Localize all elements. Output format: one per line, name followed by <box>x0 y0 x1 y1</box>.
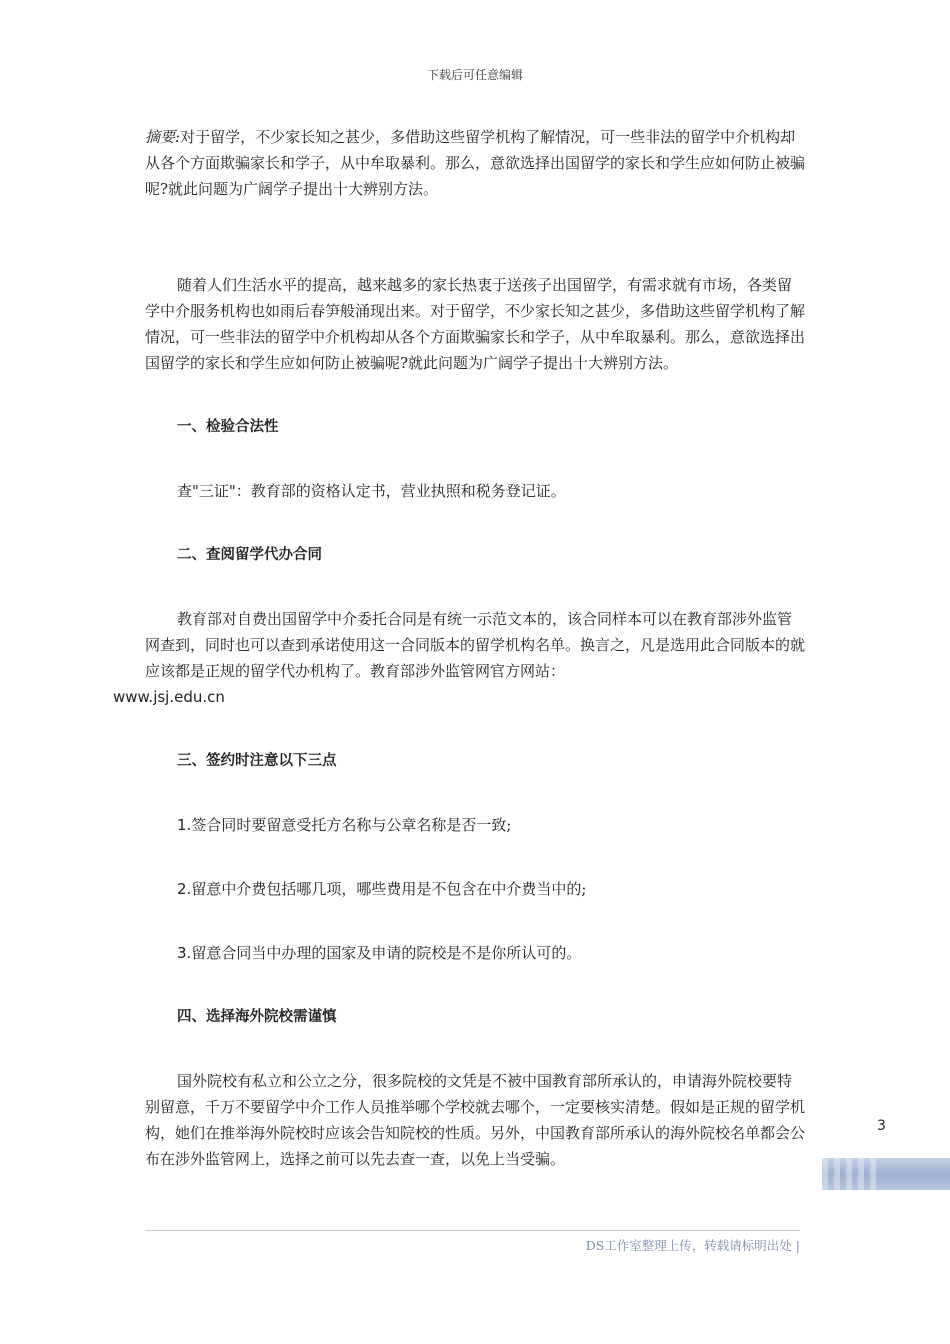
website-url: www.jsj.edu.cn <box>113 688 225 706</box>
list-item-number: 2. <box>177 880 192 898</box>
section-4-text: 国外院校有私立和公立之分，很多院校的文凭是不被中国教育部所承认的，申请海外院校要特别留意，千万不要留学中介工作人员推举哪个学校就去哪个，一定要核实清楚。假如是正规的留学机构，她们在推举海外院校时应该会告知院校的性质。另外，中国教育部所承认的海外院校名单都会公布在涉外监管网上，选择之前可以先去查一查，以免上当受骗。 <box>145 1072 806 1168</box>
list-item <box>145 940 805 966</box>
abstract-label: 摘要: <box>145 128 181 146</box>
list-item <box>145 812 805 838</box>
list-item-text: 留意合同当中办理的国家及申请的院校是不是你所认可的。 <box>191 944 582 962</box>
section-3-heading: 三、签约时注意以下三点 <box>177 753 337 769</box>
abstract <box>145 124 805 202</box>
section-4-heading: 四、选择海外院校需谨慎 <box>177 1009 337 1025</box>
intro-paragraph: 随着人们生活水平的提高，越来越多的家长热衷于送孩子出国留学，有需求就有市场，各类留学中介服务机构也如雨后春笋般涌现出来。对于留学，不少家长知之甚少，多借助这些留学机构了解情况，可一些非法的留学中介机构却从各个方面欺骗家长和学子，从中牟取暴利。那么，意欲选择出国留学的家长和学生应如何防止被骗呢?就此问题为广阔学子提出十大辨别方法。 <box>145 276 806 372</box>
list-item-text: 留意中介费包括哪几项，哪些费用是不包含在中介费当中的; <box>191 880 587 898</box>
page-tab-decoration <box>822 1158 950 1190</box>
page-number: 3 <box>877 1118 886 1134</box>
list-item-text: 签合同时要留意受托方名称与公章名称是否一致; <box>191 816 512 834</box>
section-1-heading: 一、检验合法性 <box>177 419 279 435</box>
abstract-text: 对于留学，不少家长知之甚少，多借助这些留学机构了解情况，可一些非法的留学中介机构却从各个方面欺骗家长和学子，从中牟取暴利。那么，意欲选择出国留学的家长和学生应如何防止被骗呢?就此问题为广阔学子提出十大辨别方法。 <box>145 128 806 198</box>
section-2-paragraph: 教育部对自费出国留学中介委托合同是有统一示范文本的，该合同样本可以在教育部涉外监管网查到，同时也可以查到承诺使用这一合同版本的留学机构名单。换言之，凡是选用此合同版本的就应该都是正规的留学代办机构了。教育部涉外监管网官方网站： <box>145 610 806 680</box>
section-1-text: 查"三证"：教育部的资格认定书，营业执照和税务登记证。 <box>177 482 566 500</box>
section-2-text <box>113 606 806 710</box>
section-2-heading: 二、查阅留学代办合同 <box>177 547 322 563</box>
page-footer: DS工作室整理上传，转载请标明出处 | <box>585 1238 800 1253</box>
footer-divider <box>145 1230 800 1231</box>
page-header: 下载后可任意编辑 <box>426 68 523 82</box>
list-item <box>145 876 805 902</box>
list-item-number: 3. <box>177 944 192 962</box>
list-item-number: 1. <box>177 816 192 834</box>
document-body <box>113 124 806 1172</box>
